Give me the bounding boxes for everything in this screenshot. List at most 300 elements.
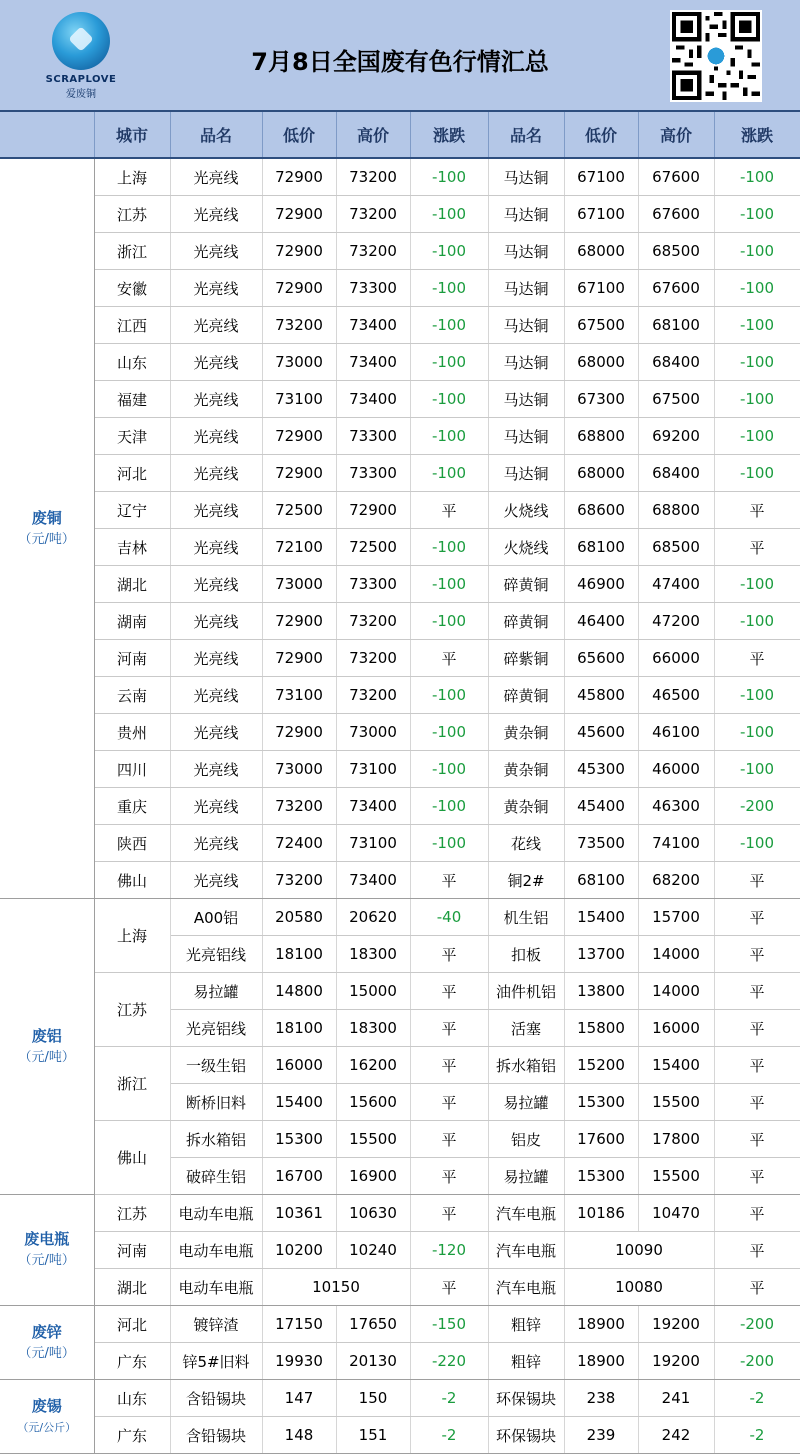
- value-cell: -150: [410, 1306, 488, 1343]
- category-name: 废铝: [31, 1026, 62, 1045]
- table-row: [0, 1232, 800, 1269]
- value-cell: 72900: [262, 418, 336, 455]
- value-cell: 17150: [262, 1306, 336, 1343]
- value-cell: 72900: [262, 196, 336, 233]
- city-cell: 四川: [94, 751, 170, 788]
- value-cell: 73400: [336, 788, 410, 825]
- city-cell: 浙江: [94, 1047, 170, 1121]
- value-cell: -2: [714, 1417, 800, 1454]
- value-cell: 10200: [262, 1232, 336, 1269]
- table-row: [0, 1417, 800, 1454]
- value-cell: 平: [714, 529, 800, 566]
- value-cell: 15300: [262, 1121, 336, 1158]
- value-cell: 粗锌: [488, 1306, 564, 1343]
- category-battery: [0, 1195, 94, 1306]
- value-cell: 10240: [336, 1232, 410, 1269]
- value-cell: 13800: [564, 973, 638, 1010]
- value-cell: 火烧线: [488, 492, 564, 529]
- value-cell: 68100: [638, 307, 714, 344]
- city-cell: 安徽: [94, 270, 170, 307]
- value-cell: 光亮铝线: [170, 1010, 262, 1047]
- value-cell: 73200: [336, 158, 410, 196]
- city-cell: 河北: [94, 1306, 170, 1343]
- value-cell: 光亮线: [170, 603, 262, 640]
- value-cell: 马达铜: [488, 158, 564, 196]
- value-cell: 马达铜: [488, 307, 564, 344]
- value-cell: 242: [638, 1417, 714, 1454]
- page-header: [0, 0, 800, 112]
- value-cell: 46300: [638, 788, 714, 825]
- category-unit: （元/吨）: [18, 1049, 75, 1065]
- table-row: [0, 1121, 800, 1158]
- value-cell: 73300: [336, 455, 410, 492]
- value-cell: 平: [410, 1047, 488, 1084]
- value-cell: 73200: [336, 233, 410, 270]
- value-cell: 67500: [564, 307, 638, 344]
- header-6: 低价: [564, 112, 638, 158]
- header-5: 品名: [488, 112, 564, 158]
- value-cell: 汽车电瓶: [488, 1269, 564, 1306]
- value-cell: 平: [410, 936, 488, 973]
- table-row: [0, 603, 800, 640]
- value-cell: 15400: [564, 899, 638, 936]
- value-cell: 易拉罐: [488, 1084, 564, 1121]
- city-cell: 天津: [94, 418, 170, 455]
- value-cell: 光亮线: [170, 381, 262, 418]
- value-cell: 241: [638, 1380, 714, 1417]
- table-header-row: [0, 112, 800, 158]
- value-cell: 15400: [638, 1047, 714, 1084]
- value-cell: 平: [410, 1269, 488, 1306]
- value-cell: -200: [714, 1306, 800, 1343]
- value-cell: -100: [714, 603, 800, 640]
- value-cell: 151: [336, 1417, 410, 1454]
- value-cell: 黄杂铜: [488, 788, 564, 825]
- value-cell: 镀锌渣: [170, 1306, 262, 1343]
- value-cell: 10090: [564, 1232, 714, 1269]
- category-name: 废铜: [31, 508, 62, 527]
- value-cell: 电动车电瓶: [170, 1195, 262, 1232]
- value-cell: 15500: [336, 1121, 410, 1158]
- value-cell: 破碎生铝: [170, 1158, 262, 1195]
- value-cell: 46500: [638, 677, 714, 714]
- table-row: [0, 640, 800, 677]
- value-cell: 73400: [336, 862, 410, 899]
- value-cell: 45400: [564, 788, 638, 825]
- value-cell: 光亮线: [170, 307, 262, 344]
- value-cell: 68000: [564, 344, 638, 381]
- table-row: [0, 788, 800, 825]
- value-cell: 73100: [262, 381, 336, 418]
- value-cell: 73000: [336, 714, 410, 751]
- value-cell: 67600: [638, 196, 714, 233]
- value-cell: 45300: [564, 751, 638, 788]
- value-cell: -40: [410, 899, 488, 936]
- value-cell: -100: [410, 751, 488, 788]
- value-cell: -100: [410, 677, 488, 714]
- value-cell: -100: [714, 714, 800, 751]
- value-cell: 17650: [336, 1306, 410, 1343]
- value-cell: -100: [714, 307, 800, 344]
- value-cell: 47400: [638, 566, 714, 603]
- value-cell: 73000: [262, 344, 336, 381]
- value-cell: 汽车电瓶: [488, 1195, 564, 1232]
- category-name: 废锌: [31, 1322, 62, 1341]
- value-cell: 碎黄铜: [488, 677, 564, 714]
- value-cell: -100: [410, 233, 488, 270]
- value-cell: 72900: [262, 455, 336, 492]
- value-cell: -100: [714, 677, 800, 714]
- value-cell: 汽车电瓶: [488, 1232, 564, 1269]
- value-cell: 47200: [638, 603, 714, 640]
- value-cell: -120: [410, 1232, 488, 1269]
- value-cell: 68500: [638, 529, 714, 566]
- category-copper: [0, 158, 94, 899]
- value-cell: -100: [714, 381, 800, 418]
- header-0: 城市: [94, 112, 170, 158]
- value-cell: 扣板: [488, 936, 564, 973]
- value-cell: 含铅锡块: [170, 1380, 262, 1417]
- value-cell: 66000: [638, 640, 714, 677]
- value-cell: 72900: [262, 270, 336, 307]
- city-cell: 江苏: [94, 973, 170, 1047]
- value-cell: 46900: [564, 566, 638, 603]
- city-cell: 浙江: [94, 233, 170, 270]
- value-cell: -2: [714, 1380, 800, 1417]
- value-cell: -100: [714, 270, 800, 307]
- value-cell: 环保锡块: [488, 1380, 564, 1417]
- table-row: [0, 158, 800, 196]
- value-cell: 239: [564, 1417, 638, 1454]
- table-row: [0, 899, 800, 936]
- value-cell: -100: [410, 825, 488, 862]
- value-cell: 平: [714, 899, 800, 936]
- table-row: [0, 973, 800, 1010]
- value-cell: 15500: [638, 1158, 714, 1195]
- value-cell: -100: [410, 603, 488, 640]
- value-cell: 68500: [638, 233, 714, 270]
- value-cell: 20620: [336, 899, 410, 936]
- value-cell: 46400: [564, 603, 638, 640]
- value-cell: 平: [714, 936, 800, 973]
- value-cell: 13700: [564, 936, 638, 973]
- value-cell: 72400: [262, 825, 336, 862]
- value-cell: 68800: [638, 492, 714, 529]
- category-unit: （元/吨）: [18, 1253, 75, 1268]
- value-cell: 73200: [336, 640, 410, 677]
- value-cell: 光亮线: [170, 788, 262, 825]
- value-cell: 72900: [262, 233, 336, 270]
- category-name: 废锡: [31, 1396, 62, 1415]
- value-cell: 238: [564, 1380, 638, 1417]
- city-cell: 上海: [94, 158, 170, 196]
- page-title: 7月8日全国废有色行情汇总: [251, 48, 549, 76]
- value-cell: 平: [714, 1121, 800, 1158]
- value-cell: 15000: [336, 973, 410, 1010]
- value-cell: 67100: [564, 158, 638, 196]
- value-cell: 73000: [262, 751, 336, 788]
- value-cell: 平: [410, 640, 488, 677]
- table-row: [0, 566, 800, 603]
- value-cell: 72500: [336, 529, 410, 566]
- value-cell: 活塞: [488, 1010, 564, 1047]
- table-row: [0, 455, 800, 492]
- category-unit: （元/吨）: [18, 531, 75, 547]
- value-cell: 72900: [262, 603, 336, 640]
- table-row: [0, 344, 800, 381]
- table-row: [0, 233, 800, 270]
- value-cell: 74100: [638, 825, 714, 862]
- value-cell: 平: [714, 973, 800, 1010]
- value-cell: 73400: [336, 381, 410, 418]
- value-cell: 67600: [638, 270, 714, 307]
- value-cell: -200: [714, 1343, 800, 1380]
- city-cell: 广东: [94, 1343, 170, 1380]
- value-cell: 光亮线: [170, 418, 262, 455]
- value-cell: 10470: [638, 1195, 714, 1232]
- value-cell: 平: [410, 1121, 488, 1158]
- value-cell: 73200: [336, 603, 410, 640]
- header-3: 高价: [336, 112, 410, 158]
- value-cell: 光亮线: [170, 270, 262, 307]
- value-cell: 含铅锡块: [170, 1417, 262, 1454]
- value-cell: 15200: [564, 1047, 638, 1084]
- category-name: 废电瓶: [24, 1230, 70, 1248]
- value-cell: 15500: [638, 1084, 714, 1121]
- value-cell: 环保锡块: [488, 1417, 564, 1454]
- value-cell: 73300: [336, 270, 410, 307]
- city-cell: 佛山: [94, 862, 170, 899]
- value-cell: 67300: [564, 381, 638, 418]
- value-cell: 黄杂铜: [488, 714, 564, 751]
- value-cell: 碎紫铜: [488, 640, 564, 677]
- category-zinc: [0, 1306, 94, 1380]
- value-cell: 14000: [638, 936, 714, 973]
- value-cell: 19200: [638, 1343, 714, 1380]
- city-cell: 云南: [94, 677, 170, 714]
- value-cell: 67100: [564, 270, 638, 307]
- value-cell: 19930: [262, 1343, 336, 1380]
- value-cell: 花线: [488, 825, 564, 862]
- value-cell: 平: [410, 1195, 488, 1232]
- value-cell: 17800: [638, 1121, 714, 1158]
- value-cell: 平: [714, 862, 800, 899]
- value-cell: 73400: [336, 344, 410, 381]
- value-cell: -100: [714, 825, 800, 862]
- value-cell: 机生铝: [488, 899, 564, 936]
- table-row: [0, 862, 800, 899]
- value-cell: -100: [714, 566, 800, 603]
- value-cell: 平: [410, 973, 488, 1010]
- city-cell: 江苏: [94, 1195, 170, 1232]
- value-cell: 马达铜: [488, 344, 564, 381]
- table-row: [0, 418, 800, 455]
- value-cell: -100: [410, 455, 488, 492]
- value-cell: 73400: [336, 307, 410, 344]
- value-cell: -100: [410, 270, 488, 307]
- value-cell: 15400: [262, 1084, 336, 1121]
- header-8: 涨跌: [714, 112, 800, 158]
- value-cell: 14800: [262, 973, 336, 1010]
- value-cell: -100: [410, 344, 488, 381]
- value-cell: 73200: [262, 788, 336, 825]
- value-cell: 平: [410, 1010, 488, 1047]
- value-cell: 平: [714, 1195, 800, 1232]
- value-cell: 16700: [262, 1158, 336, 1195]
- city-cell: 广东: [94, 1417, 170, 1454]
- value-cell: -100: [714, 196, 800, 233]
- value-cell: 18300: [336, 936, 410, 973]
- table-row: [0, 677, 800, 714]
- price-table: [0, 112, 800, 1454]
- value-cell: -100: [410, 566, 488, 603]
- city-cell: 陕西: [94, 825, 170, 862]
- value-cell: 光亮线: [170, 492, 262, 529]
- value-cell: 18100: [262, 1010, 336, 1047]
- value-cell: -100: [714, 418, 800, 455]
- value-cell: 光亮线: [170, 233, 262, 270]
- value-cell: 68200: [638, 862, 714, 899]
- value-cell: 15300: [564, 1158, 638, 1195]
- value-cell: 72900: [262, 158, 336, 196]
- city-cell: 上海: [94, 899, 170, 973]
- value-cell: 73300: [336, 566, 410, 603]
- value-cell: 10361: [262, 1195, 336, 1232]
- value-cell: 18900: [564, 1306, 638, 1343]
- table-row: [0, 1047, 800, 1084]
- city-cell: 贵州: [94, 714, 170, 751]
- value-cell: 16200: [336, 1047, 410, 1084]
- value-cell: 平: [410, 1084, 488, 1121]
- header-1: 品名: [170, 112, 262, 158]
- value-cell: 16900: [336, 1158, 410, 1195]
- value-cell: 拆水箱铝: [488, 1047, 564, 1084]
- value-cell: 锌5#旧料: [170, 1343, 262, 1380]
- table-row: [0, 714, 800, 751]
- value-cell: 20130: [336, 1343, 410, 1380]
- value-cell: -100: [410, 418, 488, 455]
- table-row: [0, 1195, 800, 1232]
- value-cell: 45800: [564, 677, 638, 714]
- value-cell: 平: [410, 1158, 488, 1195]
- value-cell: 铝皮: [488, 1121, 564, 1158]
- value-cell: 光亮线: [170, 196, 262, 233]
- qr-code-icon: [670, 10, 762, 102]
- value-cell: -200: [714, 788, 800, 825]
- value-cell: 碎黄铜: [488, 603, 564, 640]
- value-cell: 马达铜: [488, 381, 564, 418]
- header-4: 涨跌: [410, 112, 488, 158]
- value-cell: 马达铜: [488, 270, 564, 307]
- value-cell: 平: [714, 1232, 800, 1269]
- value-cell: 电动车电瓶: [170, 1232, 262, 1269]
- value-cell: 18300: [336, 1010, 410, 1047]
- value-cell: 马达铜: [488, 233, 564, 270]
- value-cell: 72500: [262, 492, 336, 529]
- value-cell: 15600: [336, 1084, 410, 1121]
- value-cell: 光亮铝线: [170, 936, 262, 973]
- value-cell: 73200: [262, 307, 336, 344]
- value-cell: 电动车电瓶: [170, 1269, 262, 1306]
- value-cell: 马达铜: [488, 455, 564, 492]
- value-cell: 平: [410, 862, 488, 899]
- value-cell: -100: [410, 196, 488, 233]
- value-cell: 光亮线: [170, 825, 262, 862]
- table-row: [0, 1380, 800, 1417]
- value-cell: 46100: [638, 714, 714, 751]
- city-cell: 河南: [94, 1232, 170, 1269]
- value-cell: 67100: [564, 196, 638, 233]
- value-cell: 68000: [564, 233, 638, 270]
- city-cell: 江西: [94, 307, 170, 344]
- value-cell: 73000: [262, 566, 336, 603]
- value-cell: 黄杂铜: [488, 751, 564, 788]
- table-row: [0, 529, 800, 566]
- value-cell: 平: [410, 492, 488, 529]
- category-aluminum: [0, 899, 94, 1195]
- value-cell: 光亮线: [170, 158, 262, 196]
- value-cell: 光亮线: [170, 677, 262, 714]
- value-cell: 马达铜: [488, 196, 564, 233]
- value-cell: 断桥旧料: [170, 1084, 262, 1121]
- value-cell: 16000: [262, 1047, 336, 1084]
- category-tin: [0, 1380, 94, 1454]
- value-cell: 15800: [564, 1010, 638, 1047]
- value-cell: -100: [714, 233, 800, 270]
- value-cell: 73100: [336, 825, 410, 862]
- logo-text-en: SCRAPLOVE: [45, 74, 117, 85]
- city-cell: 山东: [94, 1380, 170, 1417]
- value-cell: 10150: [262, 1269, 410, 1306]
- value-cell: -100: [410, 158, 488, 196]
- value-cell: 平: [714, 1010, 800, 1047]
- value-cell: -100: [714, 158, 800, 196]
- value-cell: 马达铜: [488, 418, 564, 455]
- value-cell: 光亮线: [170, 455, 262, 492]
- value-cell: 光亮线: [170, 529, 262, 566]
- city-cell: 江苏: [94, 196, 170, 233]
- value-cell: 45600: [564, 714, 638, 751]
- value-cell: 10080: [564, 1269, 714, 1306]
- value-cell: 光亮线: [170, 714, 262, 751]
- value-cell: 10186: [564, 1195, 638, 1232]
- value-cell: -100: [410, 788, 488, 825]
- value-cell: -100: [410, 529, 488, 566]
- value-cell: 易拉罐: [488, 1158, 564, 1195]
- value-cell: 68100: [564, 529, 638, 566]
- value-cell: 148: [262, 1417, 336, 1454]
- value-cell: 73100: [336, 751, 410, 788]
- city-cell: 重庆: [94, 788, 170, 825]
- value-cell: 油件机铝: [488, 973, 564, 1010]
- value-cell: 67600: [638, 158, 714, 196]
- value-cell: 平: [714, 640, 800, 677]
- city-cell: 河北: [94, 455, 170, 492]
- logo-text-cn: 爱废铜: [66, 89, 96, 100]
- value-cell: 光亮线: [170, 640, 262, 677]
- city-cell: 河南: [94, 640, 170, 677]
- header-2: 低价: [262, 112, 336, 158]
- value-cell: 15700: [638, 899, 714, 936]
- value-cell: -100: [410, 307, 488, 344]
- value-cell: 易拉罐: [170, 973, 262, 1010]
- category-unit: （元/公斤）: [17, 1420, 77, 1434]
- value-cell: 平: [714, 1084, 800, 1121]
- value-cell: 68000: [564, 455, 638, 492]
- value-cell: 10630: [336, 1195, 410, 1232]
- table-row: [0, 196, 800, 233]
- category-unit: （元/吨）: [18, 1345, 75, 1361]
